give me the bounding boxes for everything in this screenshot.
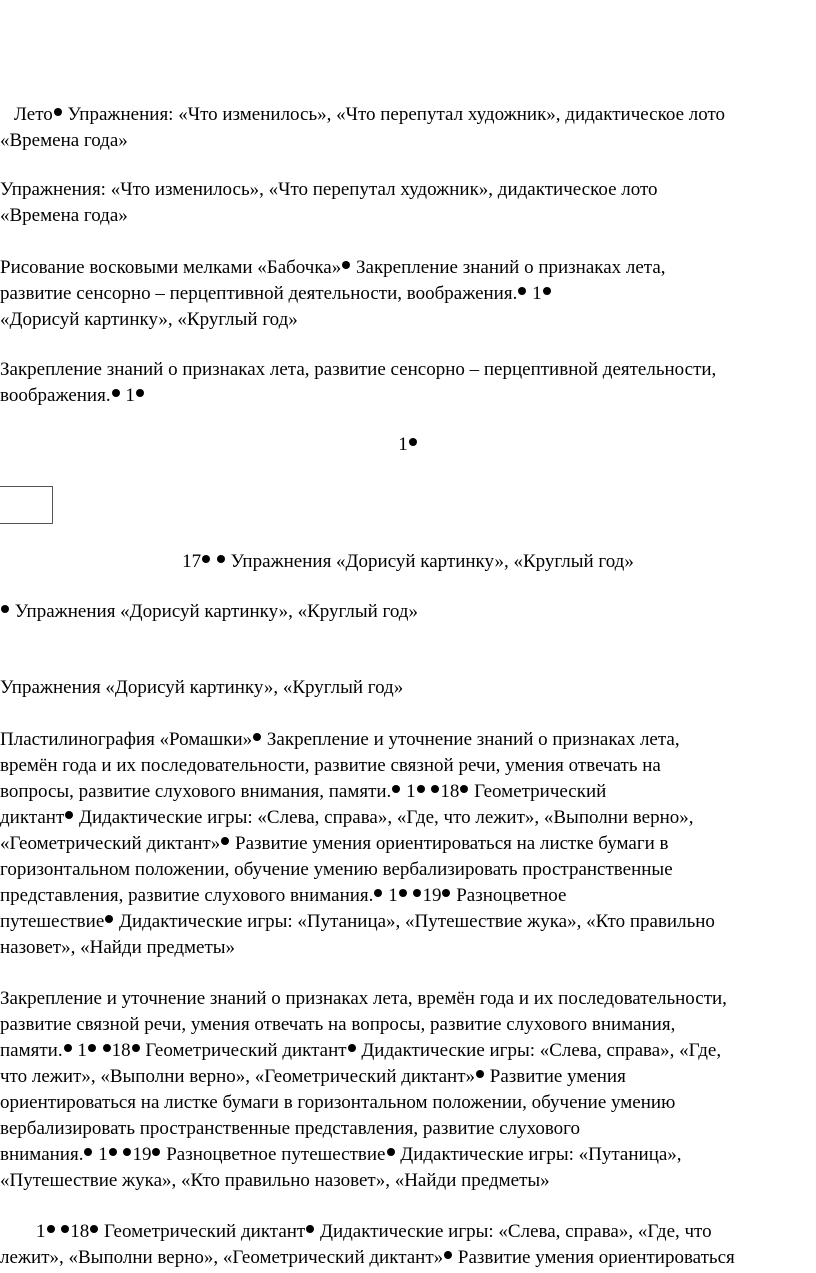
bullet-icon [90, 1225, 98, 1233]
bullet-icon [413, 889, 421, 897]
text-line: Пластилинография «Ромашки» Закрепление и уточнение знаний о признаках лета, [0, 729, 680, 750]
bullet-icon [518, 287, 526, 295]
text-line: внимания. 1 19 Разноцветное путешествие Дидактические игры: «Путаница», [0, 1144, 682, 1165]
bullet-icon [136, 389, 144, 397]
text-line: 17 Упражнения «Дорисуй картинку», «Круглый год» [182, 551, 634, 572]
text-line: Упражнения «Дорисуй картинку», «Круглый год» [0, 677, 404, 698]
text-line: лежит», «Выполни верно», «Геометрический диктант» Развитие умения ориентироваться [0, 1247, 735, 1268]
bullet-icon [409, 438, 417, 446]
text-line: «Времена года» [0, 205, 128, 226]
text-line: «Времена года» [0, 130, 128, 151]
text-line: Закрепление знаний о признаках лета, развитие сенсорно – перцептивной деятельности, [0, 359, 717, 380]
bullet-icon [64, 1044, 72, 1052]
text-line: времён года и их последовательности, развитие связной речи, умения отвечать на [0, 755, 661, 776]
text-line: горизонтальном положении, обучение умению вербализировать пространственные [0, 859, 673, 880]
bullet-icon [476, 1070, 484, 1078]
bullet-icon [374, 889, 382, 897]
bullet-icon [112, 389, 120, 397]
text-line: Упражнения «Дорисуй картинку», «Круглый год» [0, 599, 418, 625]
bullet-icon [399, 889, 407, 897]
bullet-icon [217, 555, 225, 563]
bullet-icon [1, 605, 9, 613]
text-line: путешествие Дидактические игры: «Путаница», «Путешествие жука», «Кто правильно [0, 911, 715, 932]
text-line: 1 [0, 432, 816, 458]
bullet-icon [431, 785, 439, 793]
text-line: Закрепление и уточнение знаний о признаках лета, времён года и их последовательности, [0, 988, 727, 1009]
bullet-icon [47, 1225, 55, 1233]
text-line: 1 18 Геометрический диктант Дидактические игры: «Слева, справа», «Где, что [36, 1221, 712, 1242]
text-line: назовет», «Найди предметы» [0, 937, 236, 958]
text-line: представления, развитие слухового внимания. 1 19 Разноцветное [0, 885, 567, 906]
text-line: Рисование восковыми мелками «Бабочка» Закрепление знаний о признаках лета, [0, 257, 666, 278]
bullet-icon [61, 1225, 69, 1233]
bullet-icon [132, 1044, 140, 1052]
bullet-icon [306, 1225, 314, 1233]
text-line: что лежит», «Выполни верно», «Геометрический диктант» Развитие умения [0, 1066, 626, 1087]
bullet-icon [392, 785, 400, 793]
text-line: «Дорисуй картинку», «Круглый год» [0, 309, 298, 330]
bullet-icon [88, 1044, 96, 1052]
bullet-icon [348, 1044, 356, 1052]
bullet-icon [221, 837, 229, 845]
bullet-icon [123, 1148, 131, 1156]
bullet-icon [543, 287, 551, 295]
text-line: развитие сенсорно – перцептивной деятельности, воображения. 1 [0, 281, 552, 307]
bullet-icon [442, 889, 450, 897]
bullet-icon [202, 555, 210, 563]
text-line: развитие связной речи, умения отвечать на вопросы, развитие слухового внимания, [0, 1014, 676, 1035]
bullet-icon [253, 733, 261, 741]
empty-box [0, 486, 53, 524]
bullet-icon [460, 785, 468, 793]
bullet-icon [387, 1148, 395, 1156]
bullet-icon [417, 785, 425, 793]
text-line: диктант Дидактические игры: «Слева, справа», «Где, что лежит», «Выполни верно», [0, 807, 694, 828]
text-line: Лето Упражнения: «Что изменилось», «Что перепутал художник», дидактическое лото [14, 104, 726, 125]
text-line: ориентироваться на листке бумаги в горизонтальном положении, обучение умению [0, 1092, 676, 1113]
text-line: вопросы, развитие слухового внимания, памяти. 1 18 Геометрический [0, 781, 607, 802]
text-line: Упражнения: «Что изменилось», «Что перепутал художник», дидактическое лото [0, 179, 658, 200]
bullet-icon [444, 1251, 452, 1259]
bullet-icon [84, 1148, 92, 1156]
bullet-icon [105, 915, 113, 923]
bullet-icon [109, 1148, 117, 1156]
text-line: воображения. 1 [0, 383, 145, 409]
bullet-icon [54, 108, 62, 116]
bullet-icon [103, 1044, 111, 1052]
bullet-icon [342, 261, 350, 269]
bullet-icon [65, 811, 73, 819]
bullet-icon [152, 1148, 160, 1156]
text-line: «Путешествие жука», «Кто правильно назовет», «Найди предметы» [0, 1170, 550, 1191]
text-line: вербализировать пространственные представления, развитие слухового [0, 1118, 581, 1139]
text-line: памяти. 1 18 Геометрический диктант Дидактические игры: «Слева, справа», «Где, [0, 1040, 722, 1061]
text-line: «Геометрический диктант» Развитие умения ориентироваться на листке бумаги в [0, 833, 669, 854]
